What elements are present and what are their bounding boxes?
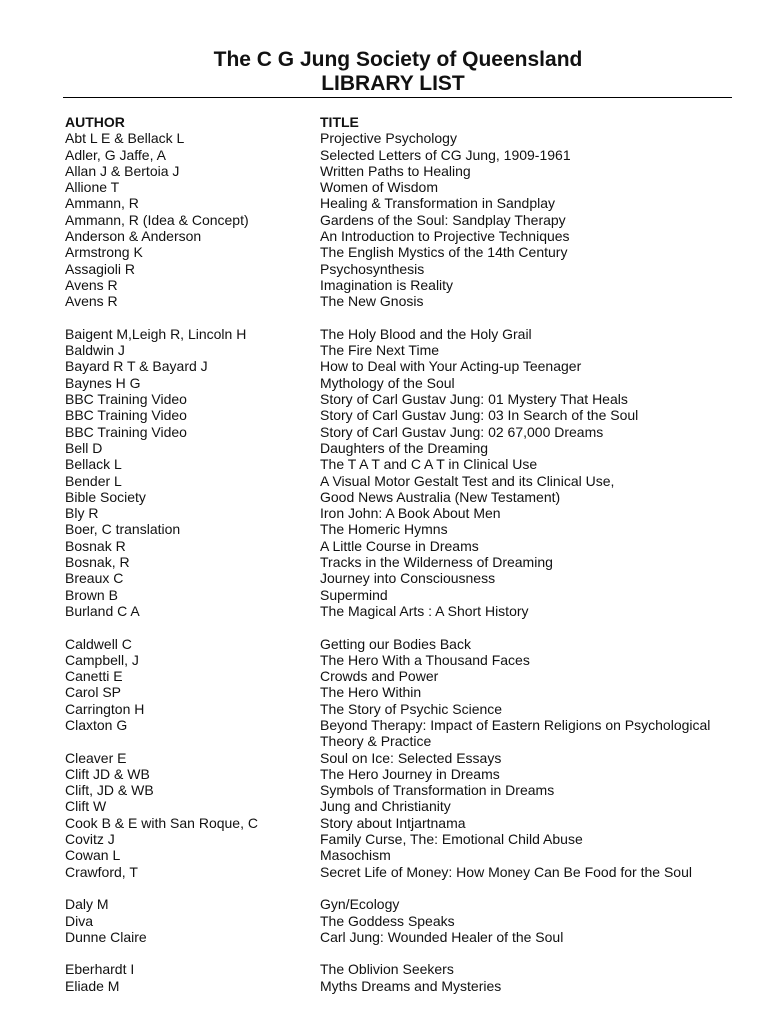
title-cell: Selected Letters of CG Jung, 1909-1961: [320, 146, 571, 163]
title-cell: The English Mystics of the 14th Century: [320, 244, 568, 261]
title-cell: The Homeric Hymns: [320, 521, 448, 538]
title-cell: The Hero With a Thousand Faces: [320, 651, 530, 668]
title-cell: A Visual Motor Gestalt Test and its Clinical Use,: [320, 472, 615, 489]
table-row: [65, 358, 745, 374]
title-cell: Supermind: [320, 586, 388, 603]
author-cell: Bosnak R: [65, 537, 126, 554]
title-cell: Gardens of the Soul: Sandplay Therapy: [320, 211, 566, 228]
title-cell: Family Curse, The: Emotional Child Abuse: [320, 831, 583, 848]
title-cell: Tracks in the Wilderness of Dreaming: [320, 554, 553, 571]
title-divider: [63, 97, 732, 98]
title-cell: Iron John: A Book About Men: [320, 505, 501, 522]
table-row: [65, 293, 745, 309]
table-row: [65, 603, 745, 619]
title-cell: Story of Carl Gustav Jung: 01 Mystery That Heals: [320, 391, 628, 408]
table-row: [65, 342, 745, 358]
table-row: [65, 195, 745, 211]
library-table: [65, 114, 745, 994]
table-row: [65, 391, 745, 407]
author-cell: Allan J & Bertoia J: [65, 162, 180, 179]
title-cell: Journey into Consciousness: [320, 570, 496, 587]
author-cell: Adler, G Jaffe, A: [65, 146, 166, 163]
title-cell: The Holy Blood and the Holy Grail: [320, 325, 532, 342]
author-cell: Bible Society: [65, 488, 146, 505]
author-cell: Abt L E & Bellack L: [65, 130, 185, 147]
title-cell: Women of Wisdom: [320, 179, 438, 196]
group-spacer: [65, 619, 745, 635]
table-row: [65, 668, 745, 684]
table-row: [65, 961, 745, 977]
author-cell: Carol SP: [65, 684, 122, 701]
author-cell: Claxton G: [65, 716, 128, 733]
author-cell: Clift W: [65, 798, 107, 815]
title-cell: The Hero Within: [320, 684, 422, 701]
title-cell: The Magical Arts : A Short History: [320, 602, 529, 619]
author-cell: BBC Training Video: [65, 423, 187, 440]
title-cell: Good News Australia (New Testament): [320, 488, 561, 505]
author-cell: Avens R: [65, 293, 118, 310]
author-cell: Burland C A: [65, 602, 140, 619]
title-cell: How to Deal with Your Acting-up Teenager: [320, 358, 582, 375]
title-cell: Masochism: [320, 847, 391, 864]
table-row: [65, 701, 745, 717]
table-row: [65, 815, 745, 831]
title-cell: An Introduction to Projective Techniques: [320, 228, 570, 245]
title-cell: Projective Psychology: [320, 130, 457, 147]
table-row: [65, 163, 745, 179]
author-cell: Ammann, R: [65, 195, 139, 212]
title-cell: Healing & Transformation in Sandplay: [320, 195, 556, 212]
author-cell: Avens R: [65, 276, 118, 293]
author-cell: Canetti E: [65, 668, 123, 685]
table-row: [65, 733, 745, 749]
author-cell: Breaux C: [65, 570, 124, 587]
group-spacer: [65, 310, 745, 326]
author-cell: Dunne Claire: [65, 928, 147, 945]
table-row: [65, 456, 745, 472]
table-row: [65, 277, 745, 293]
group-spacer: [65, 880, 745, 896]
title-column-header: TITLE: [320, 114, 359, 130]
title-cell: Gyn/Ecology: [320, 896, 400, 913]
table-row: [65, 375, 745, 391]
title-cell: Myths Dreams and Mysteries: [320, 977, 502, 994]
table-row: [65, 750, 745, 766]
author-cell: Boer, C translation: [65, 521, 181, 538]
table-row: [65, 798, 745, 814]
document-subtitle: LIBRARY LIST: [321, 72, 465, 95]
author-cell: Diva: [65, 912, 94, 929]
author-cell: Eberhardt I: [65, 961, 135, 978]
title-cell: Crowds and Power: [320, 668, 439, 685]
table-row: [65, 929, 745, 945]
table-row: [65, 896, 745, 912]
table-row: [65, 782, 745, 798]
author-cell: Cowan L: [65, 847, 121, 864]
author-cell: Anderson & Anderson: [65, 228, 202, 245]
table-row: [65, 636, 745, 652]
table-row: [65, 473, 745, 489]
title-cell: Story of Carl Gustav Jung: 03 In Search of the Soul: [320, 407, 639, 424]
author-cell: Bayard R T & Bayard J: [65, 358, 208, 375]
title-cell: The Oblivion Seekers: [320, 961, 454, 978]
table-row: [65, 326, 745, 342]
table-row: [65, 913, 745, 929]
title-cell: Psychosynthesis: [320, 260, 425, 277]
table-row: [65, 179, 745, 195]
author-cell: Cook B & E with San Roque, C: [65, 814, 258, 831]
table-row: [65, 864, 745, 880]
author-cell: Carrington H: [65, 700, 145, 717]
table-row: [65, 684, 745, 700]
author-cell: Bell D: [65, 439, 103, 456]
title-cell: Daughters of the Dreaming: [320, 439, 489, 456]
title-cell: The T A T and C A T in Clinical Use: [320, 456, 538, 473]
table-row: [65, 538, 745, 554]
table-row: [65, 831, 745, 847]
table-row: [65, 228, 745, 244]
author-cell: Bellack L: [65, 456, 122, 473]
document-title: The C G Jung Society of Queensland: [213, 48, 583, 71]
title-cell: Getting our Bodies Back: [320, 635, 471, 652]
table-row: [65, 766, 745, 782]
author-cell: Baigent M,Leigh R, Lincoln H: [65, 325, 247, 342]
table-row: [65, 717, 745, 733]
table-row: [65, 244, 745, 260]
author-cell: Armstrong K: [65, 244, 143, 261]
title-cell: A Little Course in Dreams: [320, 537, 479, 554]
table-row: [65, 147, 745, 163]
author-cell: Campbell, J: [65, 651, 139, 668]
title-cell: The New Gnosis: [320, 293, 424, 310]
title-cell: The Goddess Speaks: [320, 912, 455, 929]
author-cell: Bender L: [65, 472, 122, 489]
author-cell: Clift JD & WB: [65, 765, 150, 782]
table-row: [65, 505, 745, 521]
title-cell: The Story of Psychic Science: [320, 700, 503, 717]
title-cell: Mythology of the Soul: [320, 374, 455, 391]
table-row: [65, 570, 745, 586]
table-row: [65, 978, 745, 994]
author-cell: BBC Training Video: [65, 407, 187, 424]
title-cell: Imagination is Reality: [320, 276, 454, 293]
author-cell: Ammann, R (Idea & Concept): [65, 211, 249, 228]
table-row: [65, 554, 745, 570]
table-row: [65, 440, 745, 456]
author-cell: Assagioli R: [65, 260, 136, 277]
title-cell: Jung and Christianity: [320, 798, 451, 815]
author-cell: Allione T: [65, 179, 120, 196]
title-cell: Symbols of Transformation in Dreams: [320, 782, 555, 799]
title-cell: Soul on Ice: Selected Essays: [320, 749, 502, 766]
author-cell: Crawford, T: [65, 863, 138, 880]
title-cell: The Hero Journey in Dreams: [320, 765, 500, 782]
table-row: [65, 652, 745, 668]
title-cell: Story about Intjartnama: [320, 814, 466, 831]
table-row: [65, 407, 745, 423]
table-row: [65, 424, 745, 440]
author-cell: Covitz J: [65, 831, 115, 848]
table-row: [65, 521, 745, 537]
author-cell: BBC Training Video: [65, 391, 187, 408]
table-row: [65, 212, 745, 228]
title-cell: Beyond Therapy: Impact of Eastern Religions on Psychological: [320, 716, 711, 733]
table-header: [65, 114, 745, 130]
author-cell: Baynes H G: [65, 374, 141, 391]
table-row: [65, 489, 745, 505]
title-cell: The Fire Next Time: [320, 342, 440, 359]
title-cell: Carl Jung: Wounded Healer of the Soul: [320, 928, 564, 945]
author-cell: Caldwell C: [65, 635, 132, 652]
table-row: [65, 130, 745, 146]
author-cell: Brown B: [65, 586, 118, 603]
table-row: [65, 847, 745, 863]
author-cell: Daly M: [65, 896, 109, 913]
author-cell: Bly R: [65, 505, 99, 522]
author-cell: Baldwin J: [65, 342, 125, 359]
author-cell: Cleaver E: [65, 749, 127, 766]
author-column-header: AUTHOR: [65, 114, 125, 130]
author-cell: Bosnak, R: [65, 554, 130, 571]
title-cell: Theory & Practice: [320, 733, 432, 750]
title-cell: Secret Life of Money: How Money Can Be Food for the Soul: [320, 863, 692, 880]
title-cell: Written Paths to Healing: [320, 162, 471, 179]
author-cell: [65, 733, 320, 749]
author-cell: Clift, JD & WB: [65, 782, 154, 799]
group-spacer: [65, 945, 745, 961]
title-cell: Story of Carl Gustav Jung: 02 67,000 Dreams: [320, 423, 604, 440]
table-row: [65, 261, 745, 277]
table-row: [65, 587, 745, 603]
author-cell: Eliade M: [65, 977, 120, 994]
